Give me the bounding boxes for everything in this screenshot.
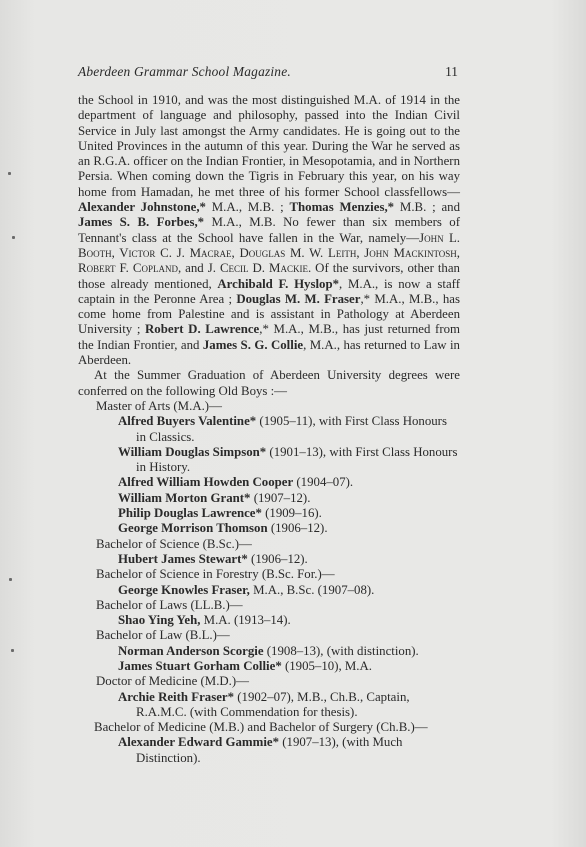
graduate-entry (78, 445, 460, 476)
margin-mark (11, 649, 14, 652)
graduate-entry (78, 475, 460, 490)
text-run: and (181, 261, 208, 276)
article-body (78, 93, 460, 766)
graduate-detail: M.A., B.Sc. (1907–08). (249, 582, 375, 597)
degree-heading-bl: Bachelor of Law (B.L.)— (96, 628, 230, 643)
degree-heading-bsc: Bachelor of Science (B.Sc.)— (96, 536, 252, 551)
paragraph-tennant (78, 93, 460, 368)
graduate-name: Hubert James Stewart* (118, 551, 248, 566)
person-name: Robert D. Lawrence (145, 322, 260, 337)
text-run: the School in 1910, and was the most distinguished M.A. of 1914 in the department of language and philosophy, passed into the Indian Civil Service in July last amongst the Army candidates. He is going out to the United Provinces in the autumn of this year. During the War he served as an R.G.A. officer on the Indian Frontier, in Mesopotamia, and in Northern Persia. When coming down the Tigris in February this year, on his way home from Hamadan, he met three of his former School classfellows— (78, 93, 460, 199)
graduate-detail: (1906–12). (247, 551, 308, 566)
person-name: James S. G. Collie (202, 337, 304, 352)
graduate-detail: (1909–16). (261, 506, 322, 521)
graduate-detail: (1905–11), with First Class Honours in Classics. (136, 414, 447, 444)
graduate-name: Alfred William Howden Cooper (118, 475, 294, 490)
paragraph-graduation: At the Summer Graduation of Aberdeen University degrees were conferred on the following Old Boys :— (78, 368, 460, 398)
page-header (0, 63, 460, 81)
graduate-entry (78, 690, 460, 721)
graduate-detail: (1901–13), with First Class Honours in History. (136, 444, 458, 475)
graduate-entry (78, 414, 460, 445)
person-name: Archibald F. Hyslop* (217, 276, 340, 291)
text-run: M.A., M.B. No fewer than six members of Tennant's class at the School have fallen in the War, namely— (78, 215, 461, 245)
degree-heading-llb: Bachelor of Laws (LL.B.)— (96, 597, 243, 612)
margin-mark (8, 172, 11, 175)
graduate-entry (78, 583, 460, 598)
graduate-entry (78, 735, 460, 766)
graduate-entry (78, 521, 460, 536)
person-name: James S. B. Forbes,* (78, 215, 205, 230)
graduate-detail: (1907–13), (with Much Distinction). (136, 735, 403, 765)
graduate-name: Alfred Buyers Valentine* (118, 414, 257, 429)
graduate-entry (78, 644, 460, 659)
text-run: , M.A., is now a staff captain in the Peronne Area ; (78, 276, 460, 306)
graduate-name: Archie Reith Fraser* (118, 689, 235, 704)
degree-heading-bsc-forestry: Bachelor of Science in Forestry (B.Sc. For.)— (96, 567, 335, 582)
graduate-detail: (1908–13), (with distinction). (263, 643, 419, 658)
graduate-name: William Douglas Simpson* (118, 444, 267, 459)
page-number: 11 (445, 64, 458, 79)
person-name: Thomas Menzies,* (289, 200, 395, 215)
graduate-name: James Stuart Gorham Collie* (118, 658, 282, 673)
graduate-entry (78, 659, 460, 674)
text-run: M.B. ; and (394, 200, 461, 215)
margin-mark (9, 578, 12, 581)
graduate-entry (78, 613, 460, 628)
person-name: Douglas M. M. Fraser (236, 291, 361, 306)
graduate-detail: (1906–12). (267, 521, 328, 536)
graduate-detail: (1902–07), M.B., Ch.B., Captain, R.A.M.C. (with Commendation for thesis). (136, 689, 410, 719)
degree-heading-mbchb: Bachelor of Medicine (M.B.) and Bachelor of Surgery (Ch.B.)— (94, 720, 428, 735)
graduate-name: Alexander Edward Gammie* (118, 735, 280, 750)
text-run: M.A., M.B. ; (205, 200, 290, 215)
person-name: Alexander Johnstone,* (78, 200, 206, 215)
text-run: ,* M.A., M.B., has come home from Palestine and is assistant in Pathology at Aberdeen University ; (78, 291, 460, 337)
graduate-entry (78, 506, 460, 521)
fallen-names: John L. Booth, Victor C. J. Macrae, Douglas M. W. Leith, John Mackintosh, Robert F. Copland, (78, 230, 460, 276)
graduate-name: George Knowles Fraser, (118, 582, 250, 597)
degree-heading-md: Doctor of Medicine (M.D.)— (96, 674, 250, 689)
margin-mark (12, 236, 15, 239)
graduate-detail: (1907–12). (250, 490, 311, 505)
graduate-detail: M.A. (1913–14). (200, 613, 291, 628)
graduate-name: Shao Ying Yeh, (118, 613, 201, 628)
running-title: Aberdeen Grammar School Magazine. (78, 64, 291, 79)
graduate-entry (78, 552, 460, 567)
graduate-name: Norman Anderson Scorgie (118, 643, 264, 658)
graduate-detail: (1905–10), M.A. (281, 658, 373, 673)
graduate-entry (78, 491, 460, 506)
text-run: ,* M.A., M.B., has just returned from the Indian Frontier, and (78, 322, 461, 352)
degree-heading-ma: Master of Arts (M.A.)— (96, 398, 222, 413)
graduate-detail: (1904–07). (293, 475, 354, 490)
text-run: , M.A., has returned to Law in Aberdeen. (78, 337, 460, 368)
graduate-name: George Morrison Thomson (118, 521, 268, 536)
fallen-names: J. Cecil D. Mackie. (207, 261, 312, 276)
graduate-name: Philip Douglas Lawrence* (118, 506, 262, 521)
graduate-name: William Morton Grant* (118, 490, 251, 505)
text-run: Of the survivors, other than those already mentioned, (78, 261, 460, 291)
